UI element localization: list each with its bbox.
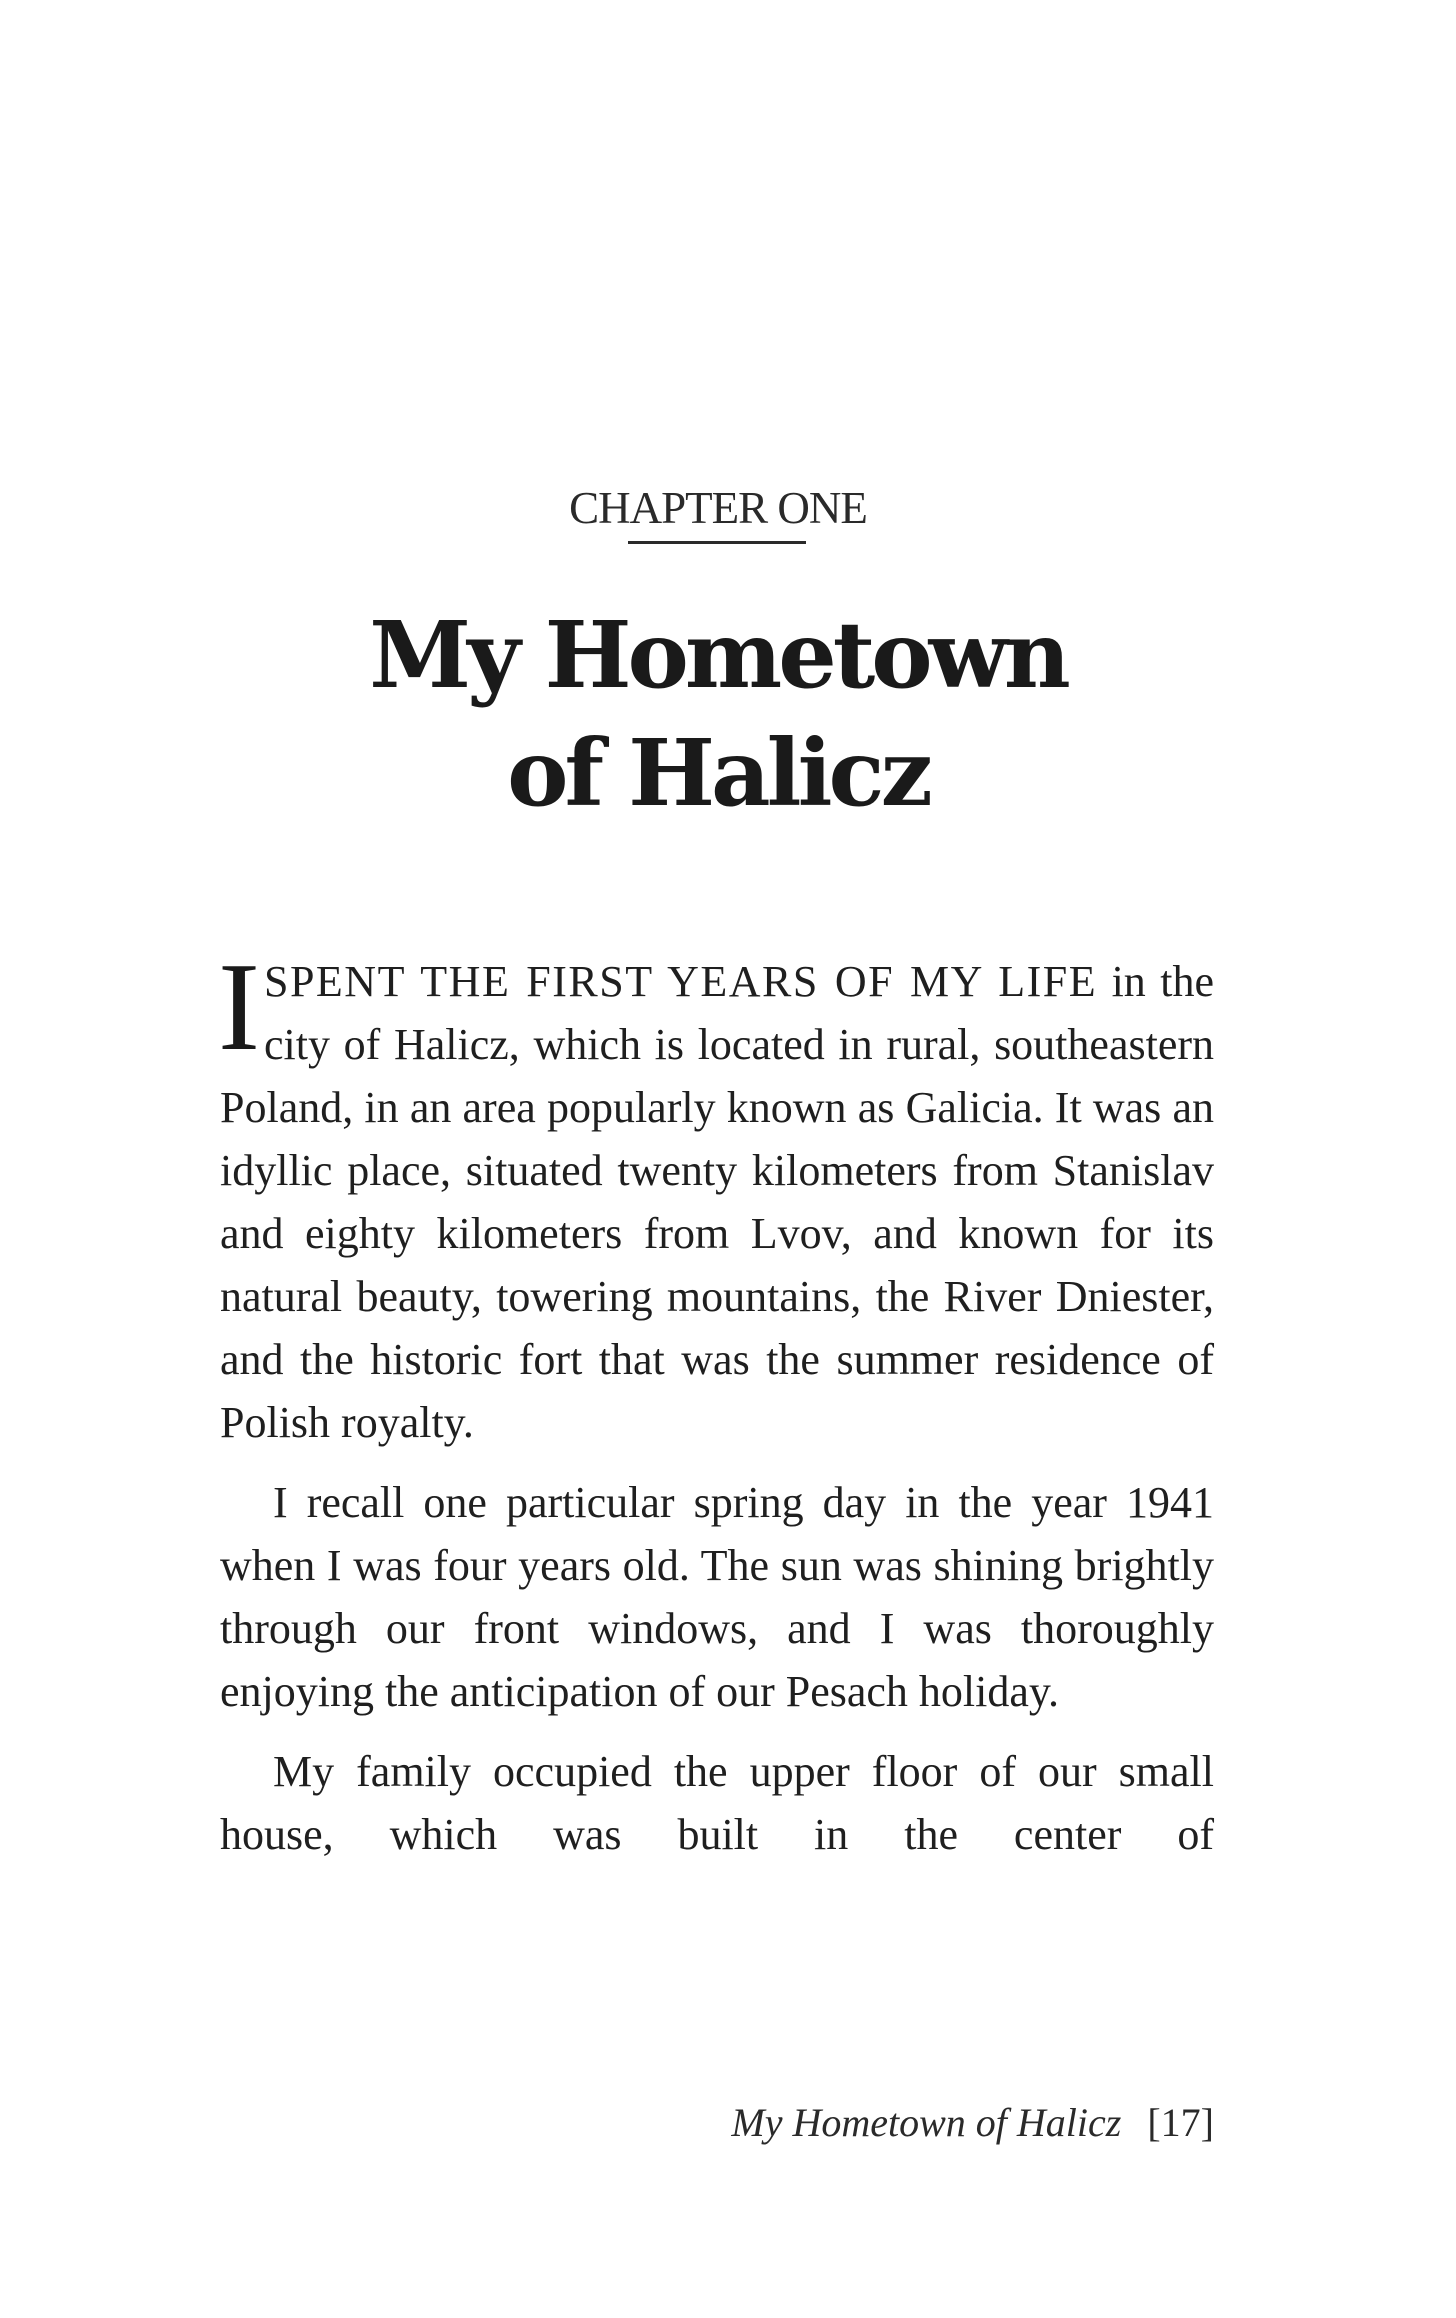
chapter-title-line-2: of Halicz — [507, 719, 929, 827]
paragraph-1-text: in the city of Halicz, which is located in rural, southeastern Poland, in an area popularly known as Galicia. It was an idyllic place, situated twenty kilometers from Stanislav and eighty kilometers from Lvov, and known for its natural beauty, towering mountains, the River Dniester, and the historic fort that was the summer residence of Polish royalty. — [220, 957, 1215, 1447]
footer-running-title: My Hometown of Halicz — [731, 2100, 1122, 2145]
chapter-label: CHAPTER ONE — [569, 483, 867, 533]
chapter-title-line-1: My Hometown — [369, 601, 1067, 709]
body-text — [218, 938, 1215, 1883]
chapter-title — [0, 596, 1436, 832]
paragraph-1 — [218, 938, 1215, 1454]
chapter-label-rule — [628, 541, 806, 544]
opening-small-caps: SPENT THE FIRST YEARS OF MY LIFE — [263, 957, 1098, 1006]
paragraph-3: My family occupied the upper floor of our small house, which was built in the center of — [220, 1747, 1214, 1859]
paragraph-2: I recall one particular spring day in the year 1941 when I was four years old. The sun was shining brightly through our front windows, and I was thoroughly enjoying the anticipation of our Pesach holiday. — [220, 1478, 1214, 1716]
page-number: [17] — [1147, 2100, 1214, 2145]
drop-cap: I — [218, 938, 260, 1077]
running-footer — [731, 2095, 1214, 2151]
